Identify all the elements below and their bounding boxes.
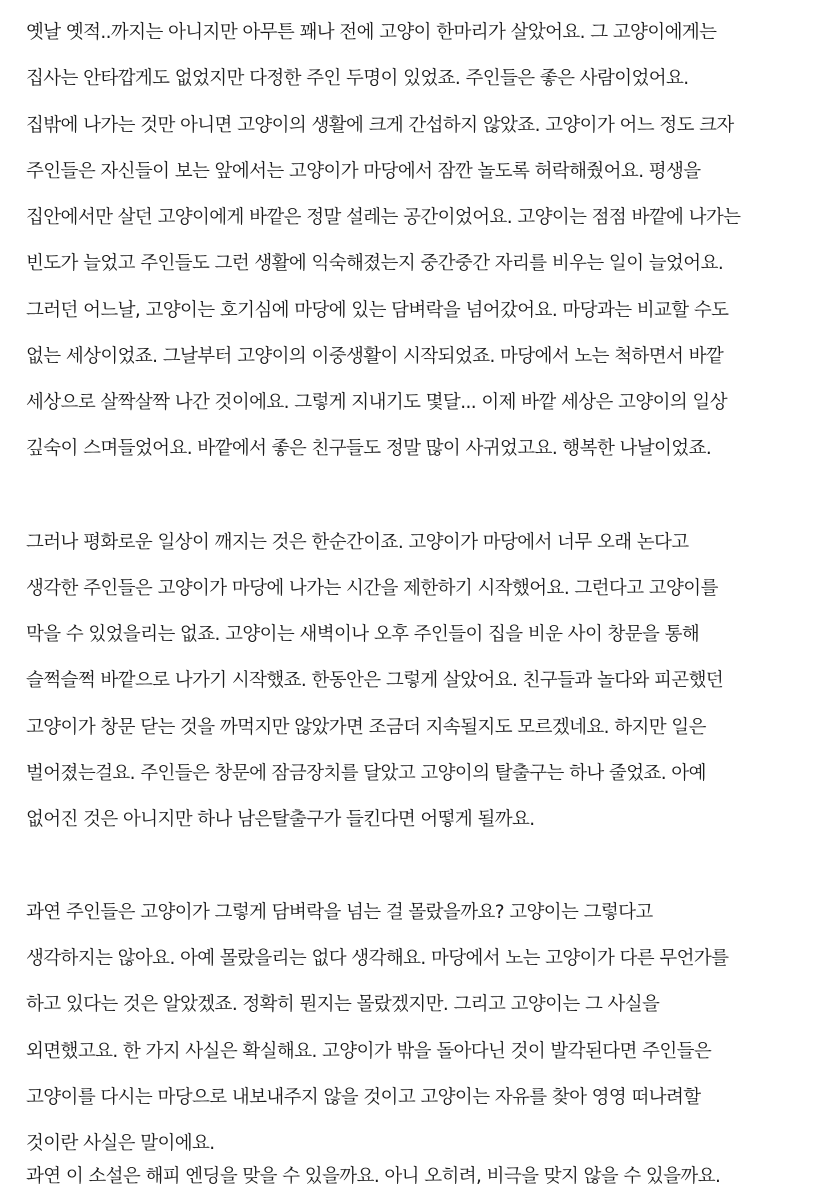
text-line: 고양이가 창문 닫는 것을 까먹지만 않았가면 조금더 지속될지도 모르겠네요. 하지만 일은 <box>26 717 706 738</box>
text-line: 것이란 사실은 말이에요. <box>26 1133 215 1154</box>
text-line: 깊숙이 스며들었어요. 바깥에서 좋은 친구들도 정말 많이 사귀었고요. 행복한 나날이었죠. <box>26 438 712 459</box>
text-line: 고양이를 다시는 마당으로 내보내주지 않을 것이고 고양이는 자유를 찾아 영영 떠나려할 <box>26 1087 701 1108</box>
text-line: 옛날 옛적..까지는 아니지만 아무튼 꽤나 전에 고양이 한마리가 살았어요. 그 고양이에게는 <box>26 22 717 43</box>
text-line: 없는 세상이었죠. 그날부터 고양이의 이중생활이 시작되었죠. 마당에서 노는 척하면서 바깥 <box>26 346 724 367</box>
text-line: 생각하지는 않아요. 아예 몰랐을리는 없다 생각해요. 마당에서 노는 고양이가 다른 무언가를 <box>26 948 729 969</box>
text-line: 생각한 주인들은 고양이가 마당에 나가는 시간을 제한하기 시작했어요. 그런다고 고양이를 <box>26 578 718 599</box>
text-line: 집안에서만 살던 고양이에게 바깥은 정말 설레는 공간이었어요. 고양이는 점점 바깥에 나가는 <box>26 207 741 228</box>
text-line: 하고 있다는 것은 알았겠죠. 정확히 뭔지는 몰랐겠지만. 그리고 고양이는 그 사실을 <box>26 994 660 1015</box>
text-line: 없어진 것은 아니지만 하나 남은탈출구가 들킨다면 어떻게 될까요. <box>26 809 535 830</box>
text-line: 세상으로 살짝살짝 나간 것이에요. 그렇게 지내기도 몇달... 이제 바깥 세상은 고양이의 일상 <box>26 392 727 413</box>
text-line: 주인들은 자신들이 보는 앞에서는 고양이가 마당에서 잠깐 놀도록 허락해줬어요. 평생을 <box>26 161 701 182</box>
text-line: 그러나 평화로운 일상이 깨지는 것은 한순간이죠. 고양이가 마당에서 너무 오래 논다고 <box>26 532 689 553</box>
text-line: 과연 이 소설은 해피 엔딩을 맞을 수 있을까요. 아니 오히려, 비극을 맞지 않을 수 있을까요. <box>26 1166 721 1187</box>
text-line: 집밖에 나가는 것만 아니면 고양이의 생활에 크게 간섭하지 않았죠. 고양이가 어느 정도 크자 <box>26 115 734 136</box>
text-line: 과연 주인들은 고양이가 그렇게 담벼락을 넘는 걸 몰랐을까요? 고양이는 그렇다고 <box>26 902 653 923</box>
text-line: 슬쩍슬쩍 바깥으로 나가기 시작했죠. 한동안은 그렇게 살았어요. 친구들과 놀다와 피곤했던 <box>26 670 724 691</box>
text-line: 막을 수 있었을리는 없죠. 고양이는 새벽이나 오후 주인들이 집을 비운 사이 창문을 통해 <box>26 624 700 645</box>
text-line: 외면했고요. 한 가지 사실은 확실해요. 고양이가 밖을 돌아다닌 것이 발각된다면 주인들은 <box>26 1041 712 1062</box>
text-line: 벌어졌는걸요. 주인들은 창문에 잠금장치를 달았고 고양이의 탈출구는 하나 줄었죠. 아예 <box>26 763 706 784</box>
text-line: 그러던 어느날, 고양이는 호기심에 마당에 있는 담벼락을 넘어갔어요. 마당과는 비교할 수도 <box>26 300 729 321</box>
text-line: 빈도가 늘었고 주인들도 그런 생활에 익숙해졌는지 중간중간 자리를 비우는 일이 늘었어요. <box>26 253 724 274</box>
text-line: 집사는 안타깝게도 없었지만 다정한 주인 두명이 있었죠. 주인들은 좋은 사람이었어요. <box>26 68 689 89</box>
